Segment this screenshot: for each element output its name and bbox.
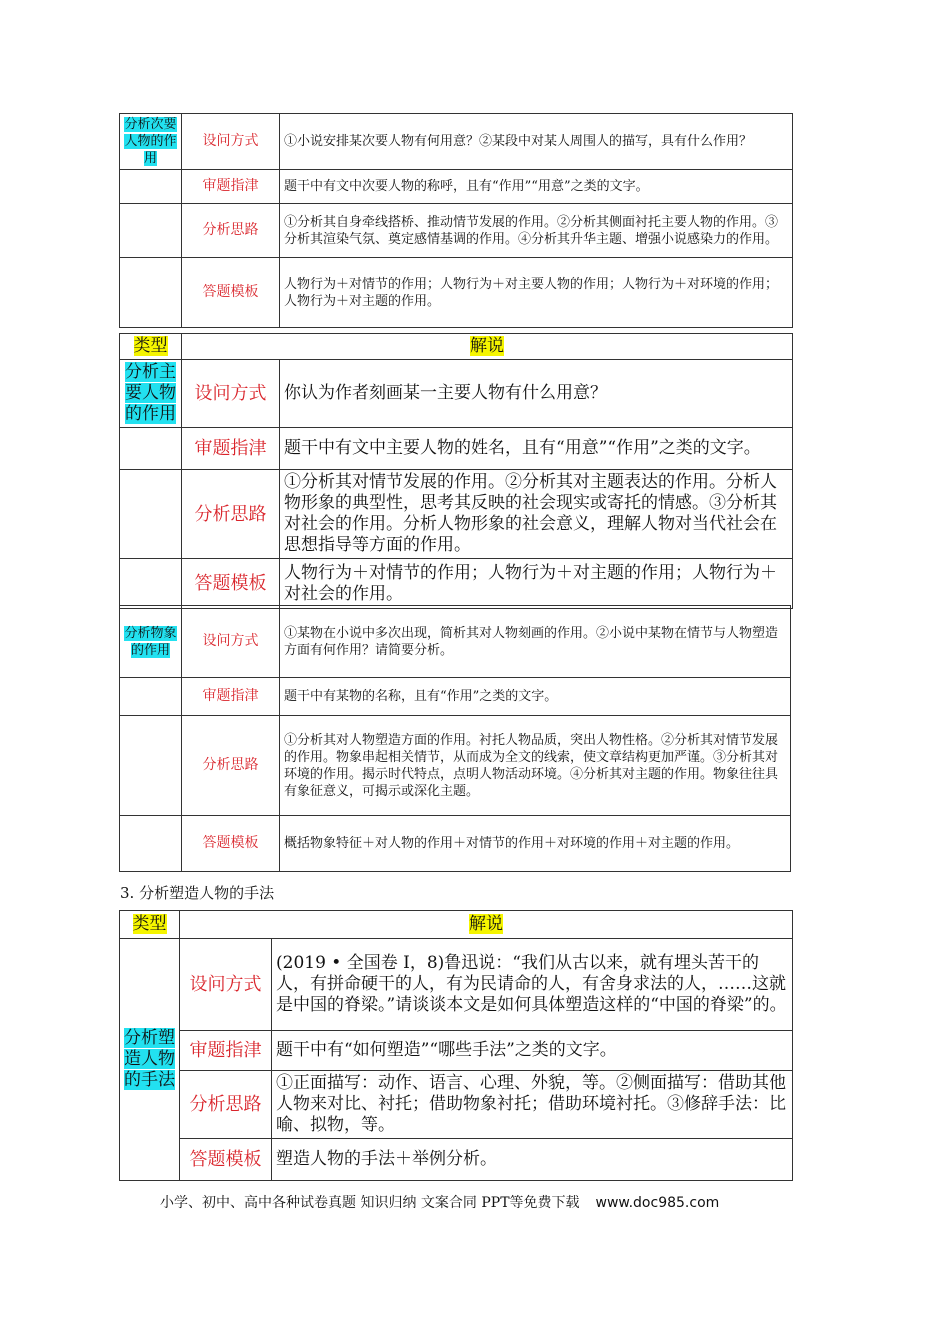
row-label: 分析思路 xyxy=(180,1071,272,1139)
table-row xyxy=(120,716,791,816)
page-footer xyxy=(160,1192,719,1212)
row-label: 答题模板 xyxy=(182,258,280,328)
table-row xyxy=(120,1031,793,1071)
table-main-character xyxy=(119,333,793,609)
header-desc: 解说 xyxy=(180,911,793,939)
row-label: 设问方式 xyxy=(180,939,272,1031)
type-label: 分析主要人物的作用 xyxy=(125,362,176,424)
table-row xyxy=(120,170,793,204)
row-label: 答题模板 xyxy=(180,1139,272,1181)
type-cell xyxy=(120,114,182,170)
row-label: 审题指津 xyxy=(180,1031,272,1071)
table-row xyxy=(120,258,793,328)
table-row xyxy=(120,678,791,716)
row-label: 审题指津 xyxy=(182,678,280,716)
table-secondary-character xyxy=(119,113,793,328)
row-content: ①分析其自身牵线搭桥、推动情节发展的作用。②分析其侧面衬托主要人物的作用。③分析其渲染气氛、奠定感情基调的作用。④分析其升华主题、增强小说感染力的作用。 xyxy=(280,204,793,258)
row-content: 概括物象特征＋对人物的作用＋对情节的作用＋对环境的作用＋对主题的作用。 xyxy=(280,816,791,872)
row-content: 人物行为＋对情节的作用；人物行为＋对主题的作用；人物行为＋对社会的作用。 xyxy=(280,559,793,609)
row-content: 题干中有文中主要人物的姓名，且有“用意”“作用”之类的文字。 xyxy=(280,428,793,470)
table-row xyxy=(120,816,791,872)
footer-url[interactable]: www.doc985.com xyxy=(595,1195,720,1211)
table-row xyxy=(120,360,793,428)
row-content: 你认为作者刻画某一主要人物有什么用意？ xyxy=(280,360,793,428)
type-cell xyxy=(120,360,182,428)
row-content: 题干中有“如何塑造”“哪些手法”之类的文字。 xyxy=(272,1031,793,1071)
row-content: 人物行为＋对情节的作用；人物行为＋对主要人物的作用；人物行为＋对环境的作用；人物行为＋对主题的作用。 xyxy=(280,258,793,328)
header-type: 类型 xyxy=(120,911,180,939)
row-content: ①分析其对人物塑造方面的作用。衬托人物品质，突出人物性格。②分析其对情节发展的作用。物象串起相关情节，从而成为全文的线索，使文章结构更加严谨。③分析其对环境的作用。揭示时代特点，点明人物活动环境。④分析其对主题的作用。物象往往具有象征意义，可揭示或深化主题。 xyxy=(280,716,791,816)
row-content: ①正面描写：动作、语言、心理、外貌，等。②侧面描写：借助其他人物来对比、衬托；借助物象衬托；借助环境衬托。③修辞手法：比喻、拟物，等。 xyxy=(272,1071,793,1139)
footer-text: 小学、初中、高中各种试卷真题 知识归纳 文案合同 PPT等免费下载 xyxy=(160,1195,580,1211)
table-row xyxy=(120,606,791,678)
header-desc: 解说 xyxy=(182,334,793,360)
row-label: 分析思路 xyxy=(182,716,280,816)
type-cell xyxy=(120,606,182,678)
row-content: ①分析其对情节发展的作用。②分析其对主题表达的作用。分析人物形象的典型性，思考其反映的社会现实或寄托的情感。③分析其对社会的作用。分析人物形象的社会意义，理解人物对当代社会在思想指导等方面的作用。 xyxy=(280,470,793,559)
row-content: (2019 • 全国卷 I，8)鲁迅说：“我们从古以来，就有埋头苦干的人，有拼命硬干的人，有为民请命的人，有舍身求法的人，……这就是中国的脊梁。”请谈谈本文是如何具体塑造这样的“中国的脊梁”的。 xyxy=(272,939,793,1031)
section-heading: 3. 分析塑造人物的手法 xyxy=(120,884,275,902)
row-label: 审题指津 xyxy=(182,170,280,204)
table-row xyxy=(120,939,793,1031)
row-label: 设问方式 xyxy=(182,114,280,170)
type-cell xyxy=(120,939,180,1181)
row-label: 答题模板 xyxy=(182,559,280,609)
type-label: 分析次要人物的作用 xyxy=(124,117,177,166)
table-characterization-methods xyxy=(119,910,793,1181)
row-label: 设问方式 xyxy=(182,360,280,428)
row-label: 答题模板 xyxy=(182,816,280,872)
row-content: 塑造人物的手法＋举例分析。 xyxy=(272,1139,793,1181)
row-label: 审题指津 xyxy=(182,428,280,470)
row-content: 题干中有某物的名称，且有“作用”之类的文字。 xyxy=(280,678,791,716)
type-label: 分析物象的作用 xyxy=(124,625,177,658)
row-label: 分析思路 xyxy=(182,470,280,559)
table-row xyxy=(120,1139,793,1181)
table-row xyxy=(120,204,793,258)
table-row xyxy=(120,1071,793,1139)
row-content: ①某物在小说中多次出现，简析其对人物刻画的作用。②小说中某物在情节与人物塑造方面有何作用？请简要分析。 xyxy=(280,606,791,678)
table-header-row xyxy=(120,334,793,360)
row-label: 分析思路 xyxy=(182,204,280,258)
table-row xyxy=(120,470,793,559)
table-object-image xyxy=(119,605,791,872)
row-label: 设问方式 xyxy=(182,606,280,678)
type-label: 分析塑造人物的手法 xyxy=(124,1028,175,1090)
table-row xyxy=(120,428,793,470)
header-type: 类型 xyxy=(120,334,182,360)
table-header-row xyxy=(120,911,793,939)
table-row xyxy=(120,114,793,170)
row-content: ①小说安排某次要人物有何用意？②某段中对某人周围人的描写，具有什么作用？ xyxy=(280,114,793,170)
table-row xyxy=(120,559,793,609)
row-content: 题干中有文中次要人物的称呼，且有“作用”“用意”之类的文字。 xyxy=(280,170,793,204)
